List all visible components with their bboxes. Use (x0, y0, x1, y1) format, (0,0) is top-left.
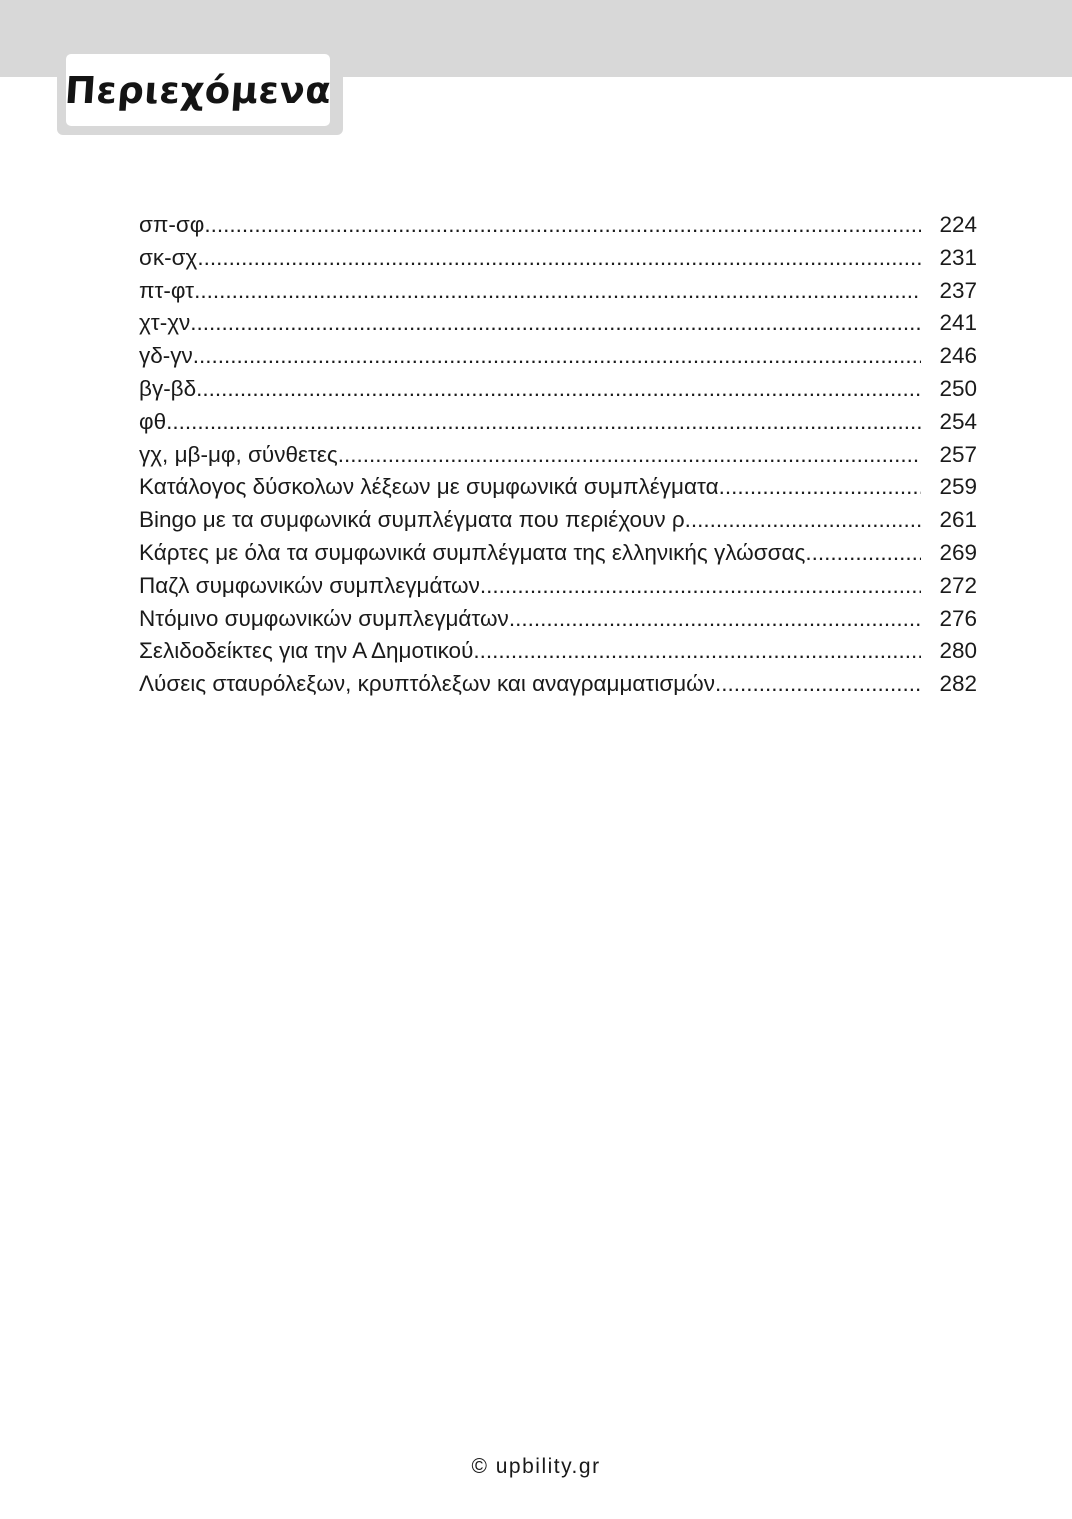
toc-entry-page: 269 (939, 539, 977, 565)
toc-entry-page: 250 (939, 375, 977, 401)
toc-entry[interactable] (139, 209, 977, 242)
toc-entry-label: σπ-σφ (139, 212, 205, 237)
toc-entry[interactable] (139, 373, 977, 406)
page-title: Περιεχόμενα (63, 68, 333, 112)
toc-entry[interactable] (139, 635, 977, 668)
toc-entry-page: 254 (939, 408, 977, 434)
toc-entry-page: 246 (939, 343, 977, 369)
toc-entry-page: 282 (939, 671, 977, 697)
toc-entry-label: Παζλ συμφωνικών συμπλεγμάτων (139, 572, 480, 598)
toc-entry-label: πτ-φτ (139, 277, 195, 303)
toc-entry[interactable] (139, 439, 977, 472)
toc-entry-label: Κατάλογος δύσκολων λέξεων με συμφωνικά συμπλέγματα (139, 474, 719, 500)
toc-entry-page: 241 (939, 310, 977, 336)
toc-entry[interactable] (139, 340, 977, 373)
toc-entry-label: χτ-χν (139, 310, 191, 336)
toc-leader-dots (197, 242, 921, 275)
toc-leader-dots (194, 275, 921, 308)
toc-leader-dots (480, 570, 921, 603)
toc-entry-page: 224 (939, 212, 977, 237)
toc-entry-label: Ντόμινο συμφωνικών συμπλεγμάτων (139, 605, 509, 631)
toc-leader-dots (509, 603, 921, 636)
toc-entry[interactable] (139, 275, 977, 308)
toc-leader-dots (190, 307, 921, 340)
toc-entry-label: Bingo με τα συμφωνικά συμπλέγματα που περιέχουν ρ (139, 507, 685, 533)
toc-leader-dots (204, 209, 921, 242)
toc-leader-dots (166, 406, 921, 439)
toc-leader-dots (473, 635, 921, 668)
toc-entry-label: βγ-βδ (139, 375, 197, 401)
toc-entry-page: 231 (939, 244, 977, 270)
toc-entry-page: 280 (939, 638, 977, 664)
toc-leader-dots (338, 439, 921, 472)
toc-leader-dots (196, 373, 921, 406)
toc-entry-label: γδ-γν (139, 343, 193, 369)
toc-entry[interactable] (139, 504, 977, 537)
toc-entry-page: 257 (939, 441, 977, 467)
toc-entry[interactable] (139, 668, 977, 701)
toc-entry-page: 237 (939, 277, 977, 303)
toc-entry-page: 261 (939, 507, 977, 533)
toc-leader-dots (719, 471, 921, 504)
toc-entry[interactable] (139, 406, 977, 439)
title-box (63, 54, 333, 126)
toc-leader-dots (685, 504, 921, 537)
footer-copyright: © upbility.gr (471, 1455, 601, 1478)
toc-entry-label: Κάρτες με όλα τα συμφωνικά συμπλέγματα της ελληνικής γλώσσας (139, 539, 806, 565)
toc-entry-label: φθ (139, 408, 167, 434)
toc-entry[interactable] (139, 603, 977, 636)
toc-entry-page: 259 (939, 474, 977, 500)
title-tab (57, 46, 343, 135)
toc-entry-page: 272 (939, 572, 977, 598)
table-of-contents (139, 209, 977, 701)
toc-leader-dots (805, 537, 921, 570)
toc-leader-dots (715, 668, 921, 701)
toc-entry[interactable] (139, 471, 977, 504)
toc-entry-label: Σελιδοδείκτες για την Α Δημοτικού (139, 638, 474, 664)
toc-leader-dots (193, 340, 921, 373)
toc-entry-label: σκ-σχ (139, 244, 198, 270)
toc-entry[interactable] (139, 242, 977, 275)
toc-entry-label: γχ, μβ-μφ, σύνθετες (139, 441, 338, 467)
toc-entry[interactable] (139, 570, 977, 603)
toc-entry[interactable] (139, 537, 977, 570)
toc-entry[interactable] (139, 307, 977, 340)
toc-entry-label: Λύσεις σταυρόλεξων, κρυπτόλεξων και αναγραμματισμών (139, 671, 715, 697)
toc-entry-page: 276 (939, 605, 977, 631)
